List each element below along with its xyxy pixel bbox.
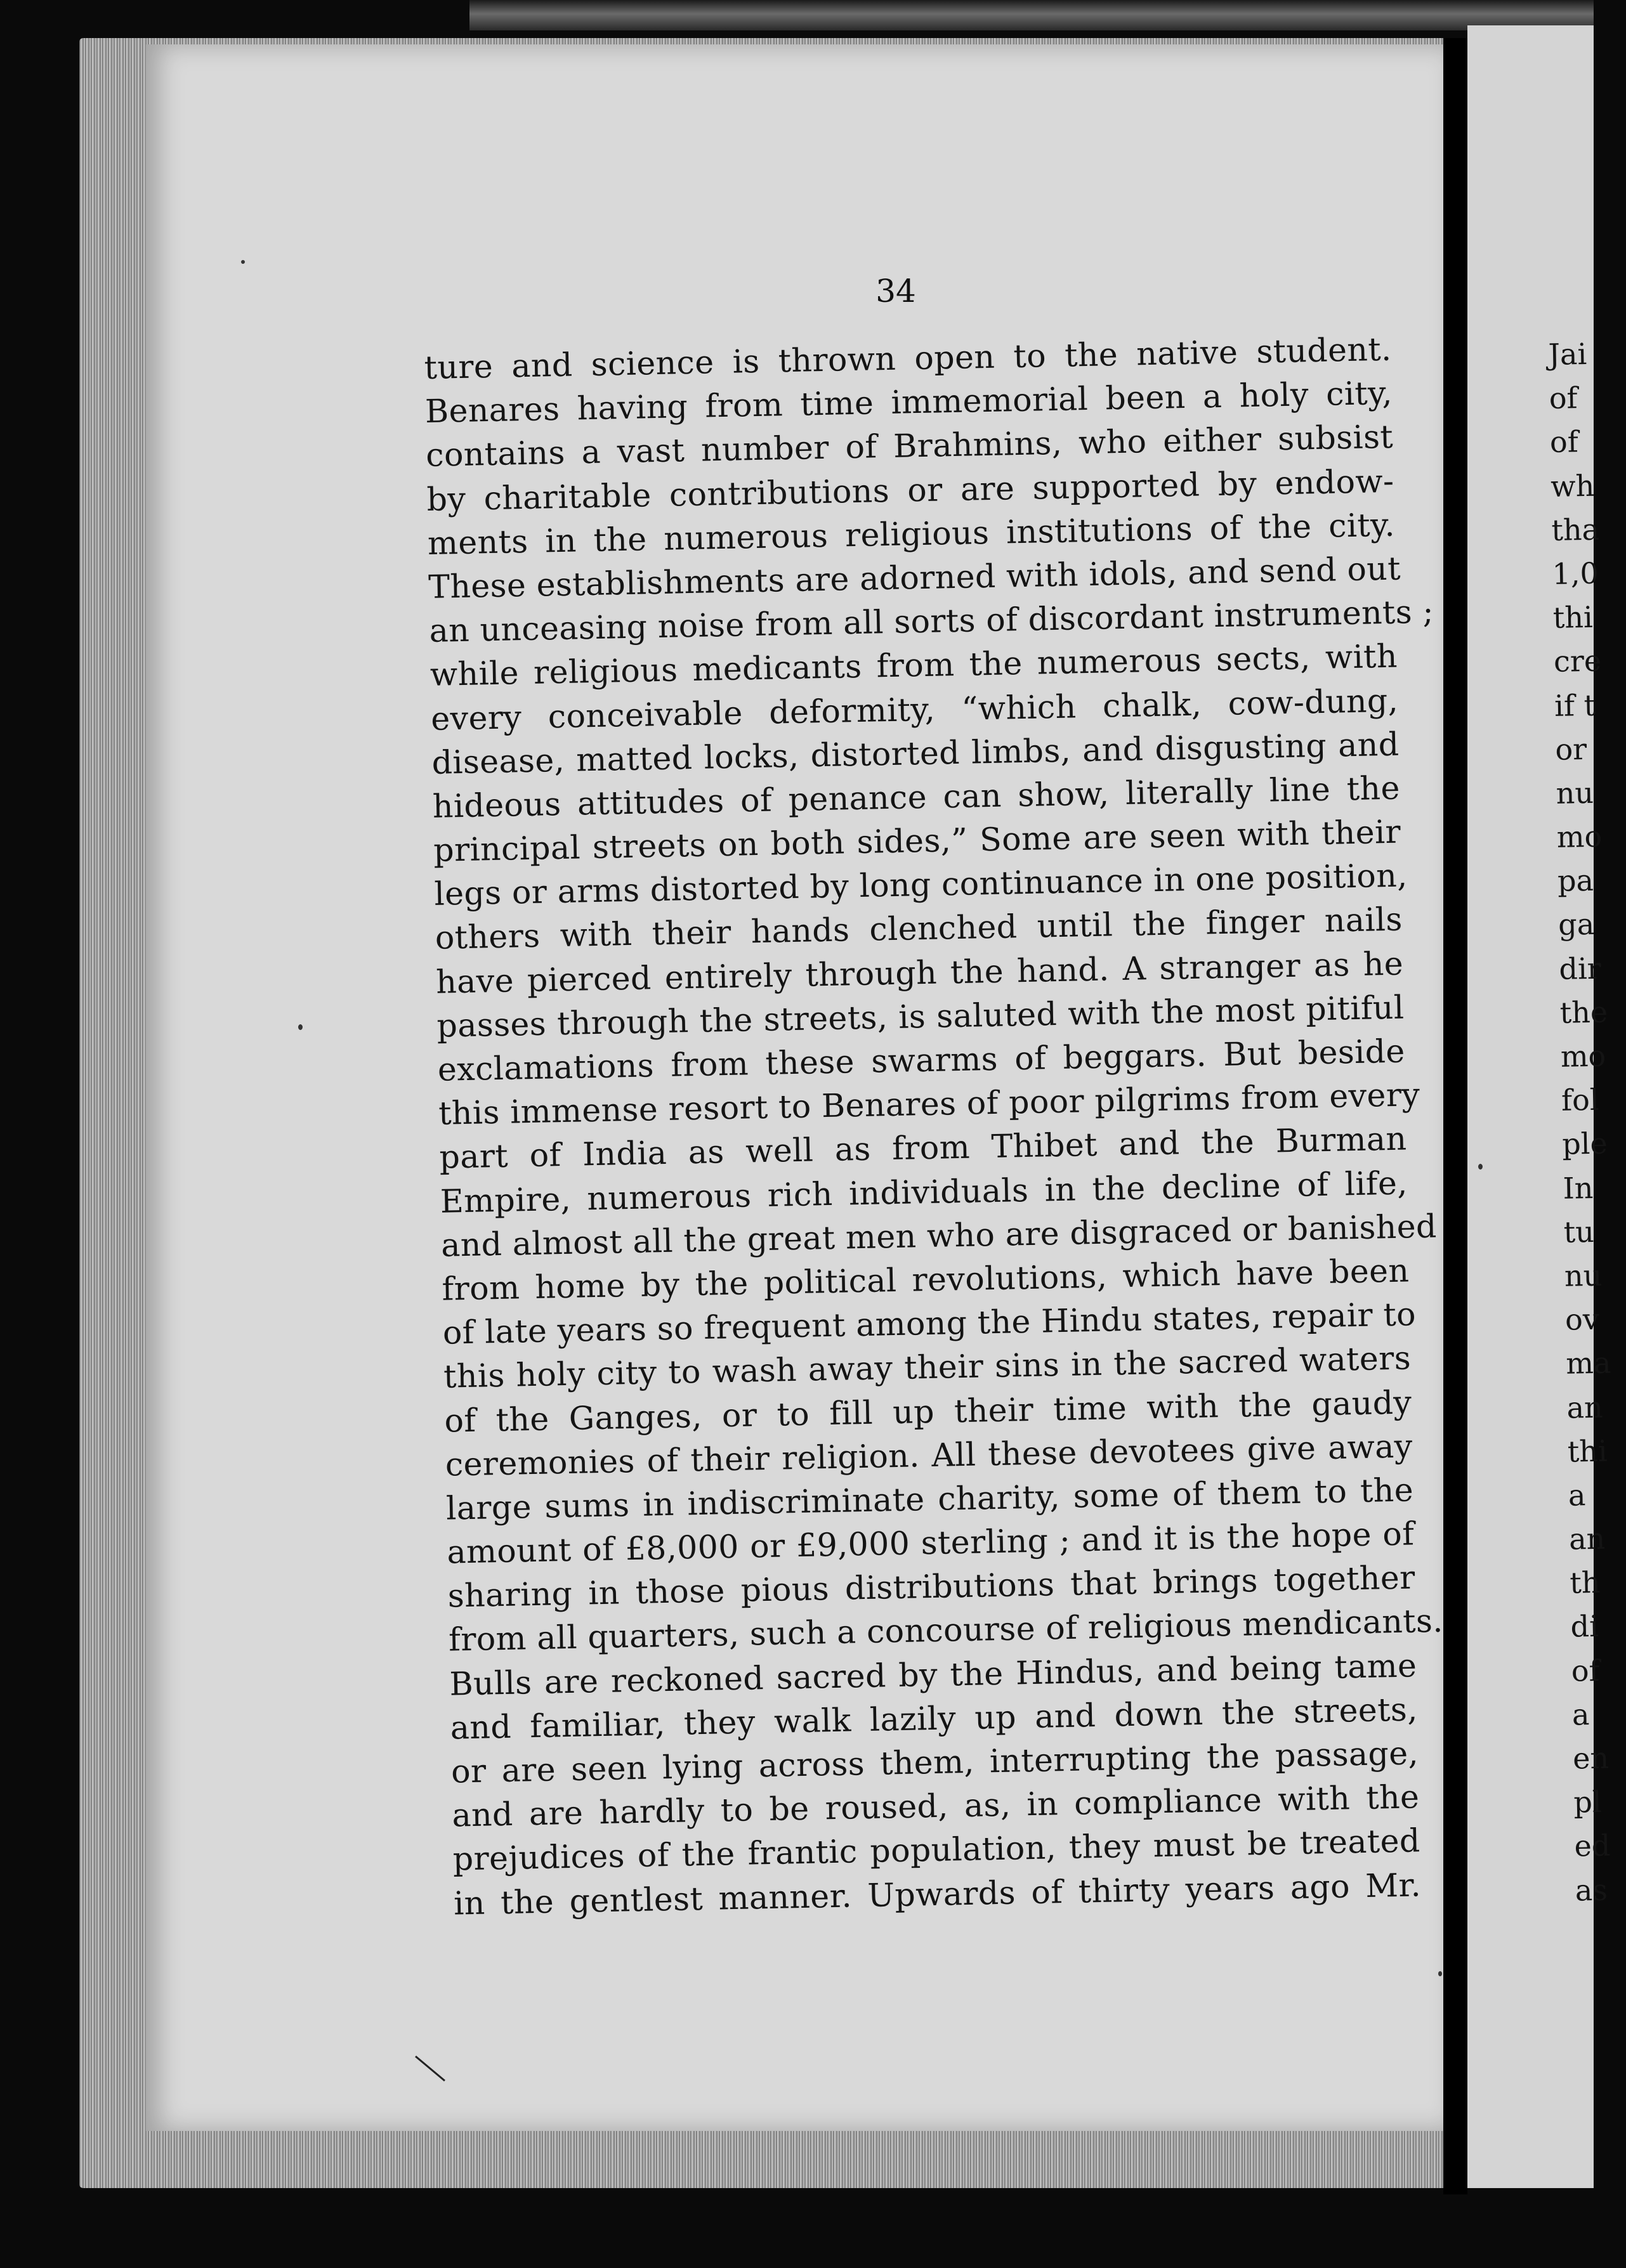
facing-line-fragment: pl [1573, 1785, 1603, 1820]
text-line: Bulls are reckoned sacred by the Hindus, and being tame [449, 1646, 1417, 1703]
facing-line-fragment: as [1575, 1872, 1608, 1908]
facing-line-fragment: or [1554, 731, 1587, 767]
text-line: passes through the streets, is saluted with the most pitiful [436, 988, 1405, 1045]
text-line: prejudices of the frantic population, they must be treated [452, 1822, 1421, 1878]
facing-line-fragment: nu [1556, 775, 1594, 811]
text-line: Benares having from time immemorial been a holy city, [424, 374, 1393, 431]
facing-line-fragment: of [1571, 1653, 1601, 1688]
facing-line-fragment: th [1569, 1565, 1601, 1600]
text-line: large sums in indiscriminate charity, some of them to the [445, 1471, 1414, 1527]
text-line: contains a vast number of Brahmins, who either subsist [425, 418, 1394, 474]
facing-line-fragment: nu [1564, 1258, 1603, 1293]
text-line: have pierced entirely through the hand. A stranger as he [435, 944, 1404, 1001]
text-line: this holy city to wash away their sins in the sacred waters [443, 1339, 1412, 1396]
facing-line-fragment: of [1549, 381, 1578, 416]
facing-line-fragment: ma [1565, 1345, 1611, 1381]
text-line: every conceivable deformity, “which chalk, cow-dung, [430, 681, 1399, 738]
text-line: this immense resort to Benares of poor pilgrims from every [438, 1076, 1420, 1132]
text-line: amount of £8,000 or £9,000 sterling ; and it is the hope of [446, 1515, 1415, 1571]
text-line: part of India as well as from Thibet and the Burman [439, 1119, 1407, 1176]
facing-line-fragment: cre [1553, 643, 1602, 679]
text-line: or are seen lying across them, interrupting the passage, [450, 1734, 1419, 1790]
facing-line-fragment: ov [1564, 1301, 1600, 1337]
text-line: exclamations from these swarms of beggars. But beside [437, 1032, 1406, 1088]
text-line: legs or arms distorted by long continuance in one position, [434, 856, 1408, 913]
facing-line-fragment: 1,0 [1552, 556, 1599, 591]
book-top-edge [469, 0, 1594, 30]
facing-line-fragment: an [1566, 1390, 1604, 1425]
text-line: others with their hands clenched until the finger nails [435, 900, 1403, 957]
text-line: hideous attitudes of penance can show, literally line the [432, 769, 1401, 825]
facing-line-fragment: ga [1557, 907, 1595, 942]
facing-line-fragment: thi [1567, 1433, 1608, 1469]
facing-line-fragment: a [1568, 1478, 1586, 1513]
text-line: and almost all the great men who are disgraced or banished [440, 1207, 1438, 1264]
text-line: ments in the numerous religious institutions of the city. [427, 505, 1396, 562]
text-line: and familiar, they walk lazily up and down the streets, [450, 1690, 1419, 1747]
facing-line-fragment: thi [1552, 599, 1594, 635]
text-line: These establishments are adorned with idols, and send out [428, 549, 1401, 606]
text-line: Empire, numerous rich individuals in the decline of life, [440, 1164, 1408, 1220]
facing-line-fragment: an [1568, 1521, 1606, 1556]
text-line: and are hardly to be roused, as, in compliance with the [451, 1778, 1420, 1834]
facing-line-fragment: the [1559, 994, 1608, 1030]
text-line: from home by the political revolutions, which have been [441, 1251, 1410, 1308]
book-gutter [1443, 38, 1467, 2194]
text-line: in the gentlest manner. Upwards of thirty years ago Mr. [453, 1865, 1422, 1922]
text-line: principal streets on both sides,” Some are seen with their [433, 812, 1401, 869]
facing-line-fragment: ple [1561, 1126, 1608, 1162]
text-line: disease, matted locks, distorted limbs, and disgusting and [431, 725, 1400, 781]
text-line: of late years so frequent among the Hindu states, repair to [442, 1295, 1417, 1352]
facing-line-fragment: In [1563, 1170, 1594, 1206]
facing-line-fragment: tu [1563, 1214, 1595, 1249]
text-line: by charitable contributions or are supported by endow- [426, 462, 1394, 518]
facing-line-fragment: tha [1551, 512, 1600, 547]
dust-speck [1478, 1164, 1483, 1170]
facing-line-fragment: fol [1561, 1082, 1600, 1118]
text-line: of the Ganges, or to fill up their time with the gaudy [443, 1383, 1412, 1440]
text-line: ceremonies of their religion. All these devotees give away [445, 1427, 1413, 1483]
dust-speck [241, 260, 245, 264]
facing-line-fragment: mo [1556, 819, 1603, 854]
page-number: 34 [875, 273, 916, 310]
text-line: ture and science is thrown open to the native student. [424, 330, 1392, 386]
text-line: while religious medicants from the numerous sects, with [429, 637, 1398, 694]
facing-line-fragment: of [1549, 424, 1579, 460]
text-line: an unceasing noise from all sorts of discordant instruments ; [429, 592, 1434, 650]
facing-line-fragment: mo [1560, 1038, 1606, 1074]
facing-line-fragment: a [1571, 1697, 1590, 1732]
text-line: sharing in those pious distributions that brings together [447, 1558, 1416, 1615]
facing-line-fragment: di [1570, 1609, 1599, 1645]
facing-line-fragment: if t [1554, 688, 1596, 723]
dust-speck [1438, 1971, 1442, 1976]
facing-line-fragment: pa [1557, 863, 1594, 899]
facing-line-fragment: en [1572, 1740, 1610, 1776]
facing-line-fragment: Jai [1548, 336, 1587, 372]
body-text [424, 327, 1444, 1926]
facing-line-fragment: wh [1550, 468, 1595, 504]
facing-line-fragment: ed [1574, 1828, 1611, 1864]
dust-speck [298, 1024, 303, 1030]
facing-line-fragment: dir [1559, 951, 1602, 986]
text-line: from all quarters, such a concourse of religious mendicants. [448, 1601, 1444, 1659]
